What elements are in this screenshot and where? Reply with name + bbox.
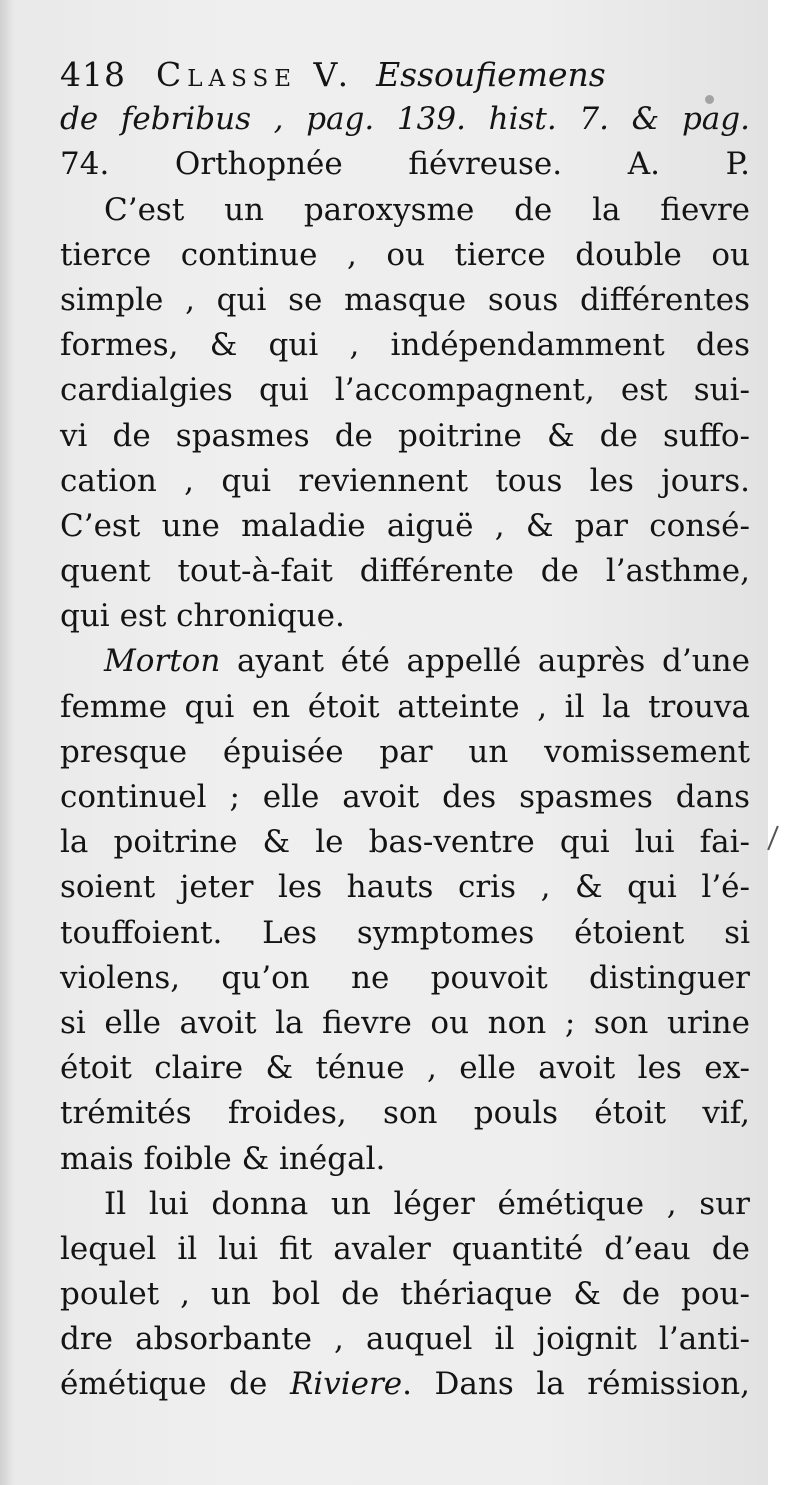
text-segment: quent tout-à-fait différente de l’asthme, — [60, 553, 750, 590]
text-line — [60, 1091, 750, 1136]
text-line — [60, 1001, 750, 1046]
body-text — [60, 97, 750, 1407]
text-line — [60, 188, 750, 233]
italic-text: Riviere — [289, 1366, 403, 1403]
text-segment: trémités froides, son pouls étoit vif, — [60, 1095, 750, 1132]
gutter-shadow — [0, 0, 14, 1485]
text-line — [60, 1317, 750, 1362]
text-line — [60, 97, 750, 142]
text-block — [60, 52, 750, 1408]
text-line — [60, 639, 750, 684]
text-segment: émétique de — [60, 1366, 290, 1403]
text-line — [60, 865, 750, 910]
text-line — [60, 730, 750, 775]
text-segment: simple , qui se masque sous différentes — [60, 281, 750, 318]
page-number: 418 — [60, 55, 126, 94]
text-line — [60, 323, 750, 368]
text-segment: tierce continue , ou tierce double ou — [60, 236, 750, 273]
text-segment: lequel il lui fit avaler quantité d’eau de — [60, 1230, 750, 1267]
text-segment: violens, qu’on ne pouvoit distinguer — [60, 959, 750, 996]
text-segment: C’est un paroxysme de la fievre — [104, 191, 750, 228]
text-line — [60, 1046, 750, 1091]
italic-text: Morton — [104, 643, 221, 680]
text-segment: femme qui en étoit atteinte , il la trouva — [60, 688, 750, 725]
text-line — [60, 1272, 750, 1317]
text-segment: dre absorbante , auquel il joignit l’anti- — [60, 1321, 750, 1358]
text-line — [60, 911, 750, 956]
text-line — [60, 504, 750, 549]
text-segment: touffoient. Les symptomes étoient si — [60, 914, 750, 951]
text-segment: cation , qui reviennent tous les jours. — [60, 462, 750, 499]
text-line — [60, 594, 750, 639]
text-segment: soient jeter les hauts cris , & qui l’é- — [60, 869, 750, 906]
text-line — [60, 278, 750, 323]
text-segment: la poitrine & le bas-ventre qui lui fai- — [60, 824, 750, 861]
text-segment: étoit claire & ténue , elle avoit les ex- — [60, 1050, 750, 1087]
text-segment: qui est chronique. — [60, 598, 345, 635]
text-segment: ayant été appellé auprès d’une — [220, 643, 750, 680]
text-line — [60, 414, 750, 459]
text-line — [60, 459, 750, 504]
text-segment: presque épuisée par un vomissement — [60, 733, 750, 770]
text-segment: . Dans la rémission, — [402, 1366, 750, 1403]
text-segment: si elle avoit la fievre ou non ; son urine — [60, 1004, 750, 1041]
text-line — [60, 368, 750, 413]
scan-margin — [768, 0, 800, 1485]
text-line — [60, 956, 750, 1001]
italic-text: de febribus , pag. 139. hist. 7. & pag. — [60, 101, 750, 138]
text-line — [60, 775, 750, 820]
page-header — [60, 52, 750, 97]
text-line — [60, 142, 750, 187]
text-line — [60, 685, 750, 730]
text-segment: 74. Orthopnée fiévreuse. A. P. — [60, 146, 750, 183]
text-segment: mais foible & inégal. — [60, 1140, 386, 1177]
text-segment: C’est une maladie aiguë , & par consé- — [60, 507, 750, 544]
text-segment: Il lui donna un léger émétique , sur — [104, 1185, 750, 1222]
text-segment: poulet , un bol de thériaque & de pou- — [60, 1276, 750, 1313]
text-segment: vi de spasmes de poitrine & de suffo- — [60, 417, 750, 454]
text-segment: continuel ; elle avoit des spasmes dans — [60, 779, 750, 815]
text-line — [60, 1137, 750, 1182]
text-line — [60, 1227, 750, 1272]
running-head-italic: Essoufiemens — [376, 55, 606, 94]
text-line — [60, 820, 750, 865]
text-line — [60, 1182, 750, 1227]
text-line — [60, 1362, 750, 1407]
text-segment: formes, & qui , indépendamment des — [60, 327, 750, 364]
running-head: Classe V. — [156, 55, 355, 94]
text-segment: cardialgies qui l’accompagnent, est sui- — [60, 372, 750, 409]
text-line — [60, 549, 750, 594]
text-line — [60, 233, 750, 278]
